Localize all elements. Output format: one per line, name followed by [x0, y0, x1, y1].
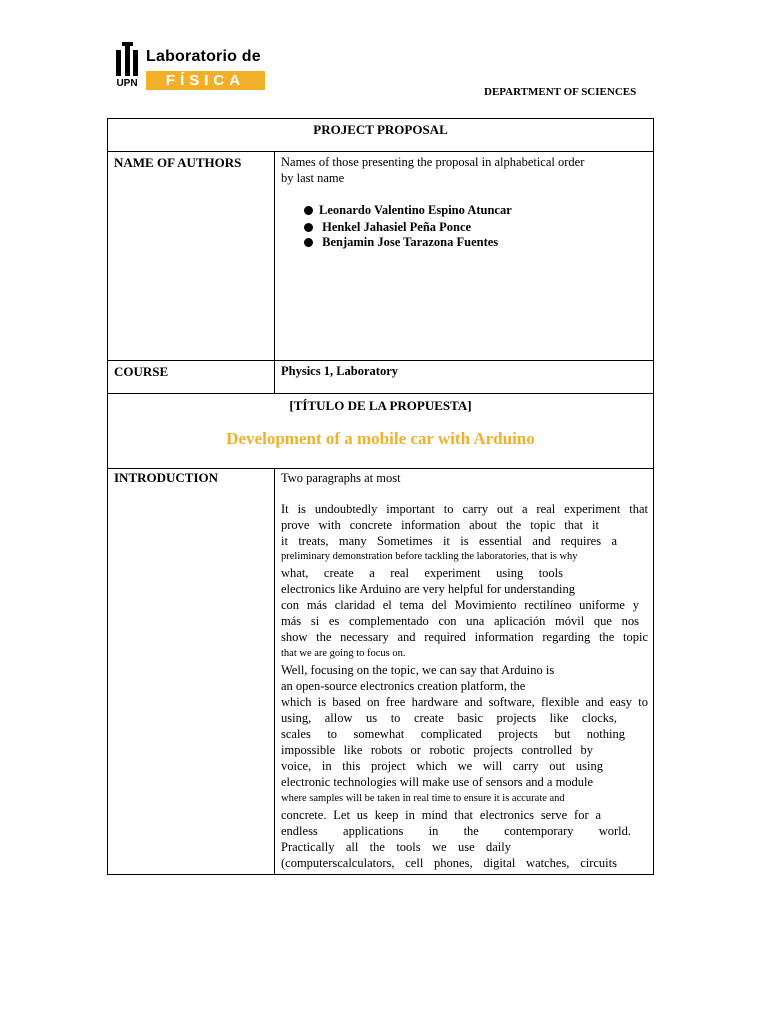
- author-item: Benjamin Jose Tarazona Fuentes: [304, 235, 498, 250]
- intro-line: Practically all the tools we use daily: [281, 840, 511, 854]
- intro-line: show the necessary and required information regarding the topic: [281, 630, 648, 644]
- course-value: Physics 1, Laboratory: [281, 364, 399, 378]
- department-label: DEPARTMENT OF SCIENCES: [484, 86, 637, 98]
- intro-line: electronics like Arduino are very helpful for understanding: [281, 582, 576, 596]
- proposal-heading: PROJECT PROPOSAL: [313, 122, 448, 137]
- proposal-table: [107, 118, 654, 875]
- intro-line: what, create a real experiment using tools: [281, 566, 563, 580]
- intro-line: prove with concrete information about the topic that it: [281, 518, 599, 532]
- authors-row: [108, 152, 653, 361]
- heading-row: [108, 119, 653, 152]
- intro-line: voice, in this project which we will carry out using: [281, 759, 603, 773]
- intro-line: an open-source electronics creation platform, the: [281, 679, 526, 693]
- authors-instructions: Names of those presenting the proposal in alphabetical order: [281, 155, 585, 169]
- intro-line: where samples will be taken in real time to ensure it is accurate and: [281, 793, 565, 804]
- logo-subtitle: FÍSICA: [146, 71, 265, 90]
- course-label: COURSE: [114, 364, 169, 379]
- course-row: [108, 361, 653, 394]
- intro-line: con más claridad el tema del Movimiento rectilíneo uniforme y: [281, 598, 639, 612]
- logo-title: Laboratorio de: [146, 48, 261, 65]
- authors-label: NAME OF AUTHORS: [114, 155, 242, 170]
- proposal-title-label: [TÍTULO DE LA PROPUESTA]: [289, 398, 472, 413]
- intro-line: (computerscalculators, cell phones, digital watches, circuits: [281, 856, 617, 870]
- bullet-icon: [304, 206, 313, 215]
- intro-line: preliminary demonstration before tackling the laboratories, that is why: [281, 551, 578, 562]
- intro-line: using, allow us to create basic projects like clocks,: [281, 711, 617, 725]
- authors-instructions-cont: by last name: [281, 171, 345, 185]
- intro-line: which is based on free hardware and software, flexible and easy to: [281, 695, 648, 709]
- intro-line: endless applications in the contemporary world.: [281, 824, 631, 838]
- intro-line: más si es complementado con una aplicación móvil que nos: [281, 614, 639, 628]
- bullet-icon: [304, 238, 313, 247]
- intro-line: it treats, many Sometimes it is essential and requires a: [281, 534, 617, 548]
- intro-line: It is undoubtedly important to carry out a real experiment that: [281, 502, 648, 516]
- intro-line: Well, focusing on the topic, we can say that Arduino is: [281, 663, 555, 677]
- intro-line: scales to somewhat complicated projects but nothing: [281, 727, 625, 741]
- introduction-label: INTRODUCTION: [114, 470, 219, 485]
- lab-logo: [113, 42, 265, 92]
- bullet-icon: [304, 223, 313, 232]
- introduction-note: Two paragraphs at most: [281, 471, 401, 485]
- intro-line: impossible like robots or robotic projects controlled by: [281, 743, 593, 757]
- proposal-title: Development of a mobile car with Arduino: [226, 429, 535, 448]
- intro-line: concrete. Let us keep in mind that electronics serve for a: [281, 808, 601, 822]
- intro-line: that we are going to focus on.: [281, 648, 406, 659]
- author-item: Henkel Jahasiel Peña Ponce: [304, 220, 471, 235]
- author-item: Leonardo Valentino Espino Atuncar: [304, 203, 512, 218]
- logo-acronym: UPN: [116, 78, 138, 89]
- intro-line: electronic technologies will make use of sensors and a module: [281, 775, 594, 789]
